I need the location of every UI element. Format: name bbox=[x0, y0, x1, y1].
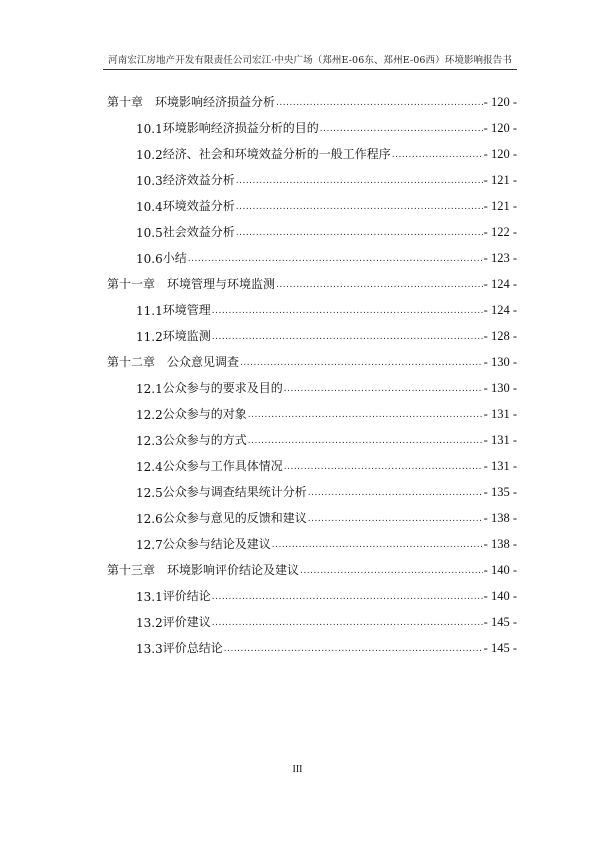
toc-entry-number: 10.2 bbox=[136, 148, 163, 162]
toc-section-entry[interactable] bbox=[136, 168, 517, 188]
toc-entry-title: 经济、社会和环境效益分析的一般工作程序 bbox=[162, 147, 391, 161]
toc-entry-title: 环境影响经济损益分析的目的 bbox=[162, 121, 319, 135]
toc-chapter-entry[interactable] bbox=[107, 272, 517, 292]
toc-entry-number: 13.1 bbox=[136, 590, 163, 604]
toc-section-entry[interactable] bbox=[136, 532, 517, 552]
toc-section-entry[interactable] bbox=[136, 194, 517, 214]
toc-entry-page: - 130 - bbox=[483, 381, 517, 395]
toc-entry-page: - 128 - bbox=[483, 329, 517, 343]
toc-entry-page: - 135 - bbox=[483, 485, 517, 499]
toc-section-entry[interactable] bbox=[136, 428, 517, 448]
toc-entry-number: 12.3 bbox=[136, 434, 163, 448]
toc-entry-number: 10.5 bbox=[136, 226, 163, 240]
toc-entry-title: 环境管理 bbox=[162, 303, 211, 317]
toc-dot-leader bbox=[188, 252, 483, 266]
toc-dot-leader bbox=[300, 564, 483, 578]
toc-entry-number: 10.3 bbox=[136, 174, 163, 188]
toc-entry-title: 环境影响经济损益分析 bbox=[155, 95, 276, 109]
toc-entry-title: 环境监测 bbox=[162, 329, 211, 343]
toc-entry-page: - 131 - bbox=[483, 459, 517, 473]
toc-entry-title: 小结 bbox=[162, 251, 187, 265]
toc-dot-leader bbox=[308, 512, 483, 526]
toc-dot-leader bbox=[392, 148, 483, 162]
toc-chapter-entry[interactable] bbox=[107, 558, 517, 578]
toc-dot-leader bbox=[212, 590, 483, 604]
toc-dot-leader bbox=[212, 330, 483, 344]
toc-dot-leader bbox=[276, 96, 483, 110]
header-rule bbox=[103, 69, 517, 70]
toc-entry-number: 10.4 bbox=[136, 200, 163, 214]
toc-dot-leader bbox=[276, 278, 483, 292]
toc-dot-leader bbox=[284, 382, 483, 396]
toc-section-entry[interactable] bbox=[136, 402, 517, 422]
toc-entry-page: - 123 - bbox=[483, 251, 517, 265]
toc-section-entry[interactable] bbox=[136, 480, 517, 500]
toc-entry-title: 公众参与的要求及目的 bbox=[162, 381, 283, 395]
toc-entry-number: 12.6 bbox=[136, 512, 163, 526]
toc-dot-leader bbox=[248, 434, 483, 448]
toc-section-entry[interactable] bbox=[136, 506, 517, 526]
toc-entry-title: 公众参与的对象 bbox=[162, 407, 247, 421]
toc-entry-page: - 145 - bbox=[483, 615, 517, 629]
toc-entry-title: 公众参与的方式 bbox=[162, 433, 247, 447]
toc-dot-leader bbox=[272, 538, 483, 552]
toc-dot-leader bbox=[248, 408, 483, 422]
toc-entry-page: - 131 - bbox=[483, 433, 517, 447]
toc-entry-page: - 124 - bbox=[483, 277, 517, 291]
toc-entry-title: 评价建议 bbox=[162, 615, 211, 629]
toc-section-entry[interactable] bbox=[136, 376, 517, 396]
toc-entry-page: - 120 - bbox=[483, 121, 517, 135]
toc-entry-page: - 140 - bbox=[483, 563, 517, 577]
toc-dot-leader bbox=[284, 460, 483, 474]
toc-entry-title: 公众参与工作具体情况 bbox=[162, 459, 283, 473]
toc-dot-leader bbox=[236, 226, 483, 240]
toc-entry-page: - 131 - bbox=[483, 407, 517, 421]
toc-dot-leader bbox=[236, 174, 483, 188]
toc-section-entry[interactable] bbox=[136, 636, 517, 656]
toc-entry-number: 10.6 bbox=[136, 252, 163, 266]
toc-entry-title: 公众意见调查 bbox=[167, 355, 240, 369]
toc-dot-leader bbox=[212, 304, 483, 318]
toc-entry-page: - 120 - bbox=[483, 95, 517, 109]
toc-entry-title: 经济效益分析 bbox=[162, 173, 235, 187]
toc-dot-leader bbox=[224, 642, 483, 656]
toc-section-entry[interactable] bbox=[136, 324, 517, 344]
toc-section-entry[interactable] bbox=[136, 220, 517, 240]
toc-dot-leader bbox=[240, 356, 483, 370]
toc-entry-number: 第十一章 bbox=[107, 277, 156, 291]
toc-entry-title: 评价结论 bbox=[162, 589, 211, 603]
toc-dot-leader bbox=[236, 200, 483, 214]
toc-entry-title: 评价总结论 bbox=[162, 641, 223, 655]
toc-entry-page: - 122 - bbox=[483, 225, 517, 239]
toc-chapter-entry[interactable] bbox=[107, 90, 517, 110]
toc-dot-leader bbox=[308, 486, 483, 500]
toc-entry-page: - 145 - bbox=[483, 641, 517, 655]
toc-entry-number: 11.1 bbox=[136, 304, 163, 318]
running-header: 河南宏江房地产开发有限责任公司宏江·中央广场（郑州E-06东、郑州E-06西）环境影响报告书 bbox=[108, 55, 512, 66]
toc-chapter-entry[interactable] bbox=[107, 350, 517, 370]
toc-section-entry[interactable] bbox=[136, 610, 517, 630]
toc-entry-number: 12.7 bbox=[136, 538, 163, 552]
page-number: III bbox=[292, 764, 303, 775]
toc-entry-page: - 140 - bbox=[483, 589, 517, 603]
toc-section-entry[interactable] bbox=[136, 116, 517, 136]
toc-section-entry[interactable] bbox=[136, 298, 517, 318]
toc-entry-title: 公众参与调查结果统计分析 bbox=[162, 485, 307, 499]
toc-entry-title: 环境管理与环境监测 bbox=[167, 277, 276, 291]
toc-entry-page: - 130 - bbox=[483, 355, 517, 369]
toc-entry-title: 社会效益分析 bbox=[162, 225, 235, 239]
toc-entry-number: 11.2 bbox=[136, 330, 163, 344]
toc-entry-number: 12.1 bbox=[136, 382, 163, 396]
toc-entry-page: - 124 - bbox=[483, 303, 517, 317]
toc-entry-number: 第十章 bbox=[107, 95, 144, 109]
toc-entry-page: - 138 - bbox=[483, 537, 517, 551]
toc-entry-page: - 121 - bbox=[483, 173, 517, 187]
toc-section-entry[interactable] bbox=[136, 246, 517, 266]
toc-section-entry[interactable] bbox=[136, 142, 517, 162]
toc-entry-page: - 120 - bbox=[483, 147, 517, 161]
toc-entry-number: 12.4 bbox=[136, 460, 163, 474]
toc-entry-number: 12.2 bbox=[136, 408, 163, 422]
toc-entry-title: 环境效益分析 bbox=[162, 199, 235, 213]
toc-entry-number: 12.5 bbox=[136, 486, 163, 500]
toc-entry-title: 公众参与结论及建议 bbox=[162, 537, 271, 551]
toc-entry-number: 10.1 bbox=[136, 122, 163, 136]
toc-entry-title: 环境影响评价结论及建议 bbox=[167, 563, 300, 577]
toc-entry-page: - 138 - bbox=[483, 511, 517, 525]
toc-entry-number: 第十三章 bbox=[107, 563, 156, 577]
toc-entry-title: 公众参与意见的反馈和建议 bbox=[162, 511, 307, 525]
toc-dot-leader bbox=[320, 122, 483, 136]
toc-dot-leader bbox=[212, 616, 483, 630]
toc-entry-number: 13.3 bbox=[136, 642, 163, 656]
toc-entry-number: 第十二章 bbox=[107, 355, 156, 369]
toc-entry-page: - 121 - bbox=[483, 199, 517, 213]
toc-section-entry[interactable] bbox=[136, 454, 517, 474]
toc-section-entry[interactable] bbox=[136, 584, 517, 604]
toc-entry-number: 13.2 bbox=[136, 616, 163, 630]
